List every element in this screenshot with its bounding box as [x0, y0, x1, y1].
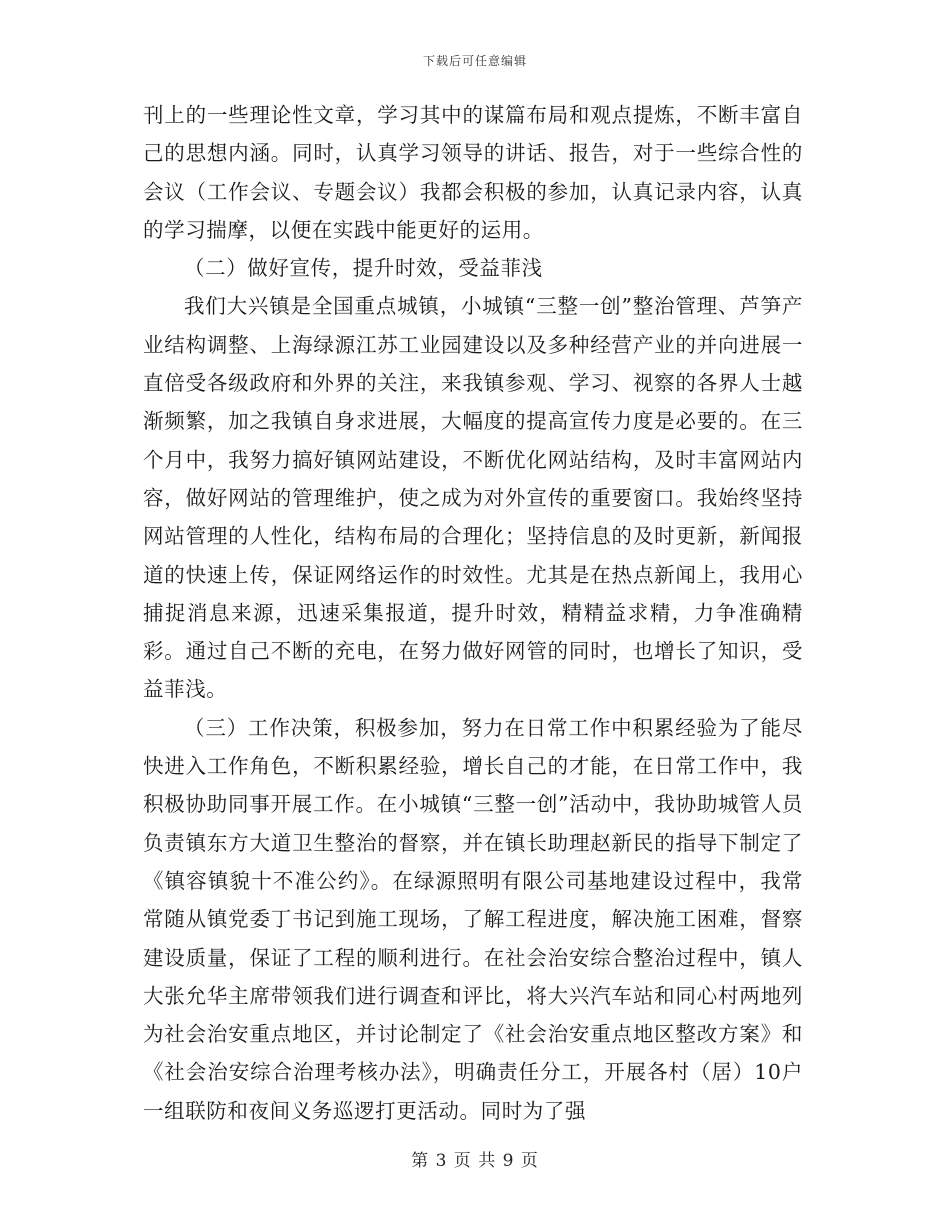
document-body	[143, 96, 803, 1130]
page-header: 下载后可任意编辑	[422, 54, 527, 68]
page-number: 第 3 页 共 9 页	[411, 1151, 539, 1171]
paragraph-continued: 刊上的一些理论性文章，学习其中的谋篇布局和观点提炼，不断丰富自己的思想内涵。同时，认真学习领导的讲话、报告，对于一些综合性的会议（工作会议、专题会议）我都会积极的参加，认真记录内容，认真的学习揣摩，以便在实践中能更好的运用。	[143, 103, 803, 242]
paragraph-work-decisions: （三）工作决策，积极参加，努力在日常工作中积累经验为了能尽快进入工作角色，不断积累经验，增长自己的才能，在日常工作中，我积极协助同事开展工作。在小城镇“三整一创”活动中，我协助城管人员负责镇东方大道卫生整治的督察，并在镇长助理赵新民的指导下制定了《镇容镇貌十不准公约》。在绿源照明有限公司基地建设过程中，我常常随从镇党委丁书记到施工现场，了解工程进度，解决施工困难，督察建设质量，保证了工程的顺利进行。在社会治安综合整治过程中，镇人大张允华主席带领我们进行调查和评比，将大兴汽车站和同心村两地列为社会治安重点地区，并讨论制定了《社会治安重点地区整改方案》和《社会治安综合治理考核办法》，明确责任分工，开展各村（居）10户一组联防和夜间义务巡逻打更活动。同时为了强	[143, 715, 803, 1123]
paragraph-publicity: 我们大兴镇是全国重点城镇，小城镇“三整一创”整治管理、芦笋产业结构调整、上海绿源江苏工业园建设以及多种经营产业的并向进展一直倍受各级政府和外界的关注，来我镇参观、学习、视察的各界人士越渐频繁，加之我镇自身求进展，大幅度的提高宣传力度是必要的。在三个月中，我努力搞好镇网站建设，不断优化网站结构，及时丰富网站内容，做好网站的管理维护，使之成为对外宣传的重要窗口。我始终坚持网站管理的人性化，结构布局的合理化；坚持信息的及时更新，新闻报道的快速上传，保证网络运作的时效性。尤其是在热点新闻上，我用心捕捉消息来源，迅速采集报道，提升时效，精精益求精，力争准确精彩。通过自己不断的充电，在努力做好网管的同时，也增长了知识，受益菲浅。	[143, 294, 803, 702]
section-heading-two: （二）做好宣传，提升时效，受益菲浅	[184, 256, 543, 281]
